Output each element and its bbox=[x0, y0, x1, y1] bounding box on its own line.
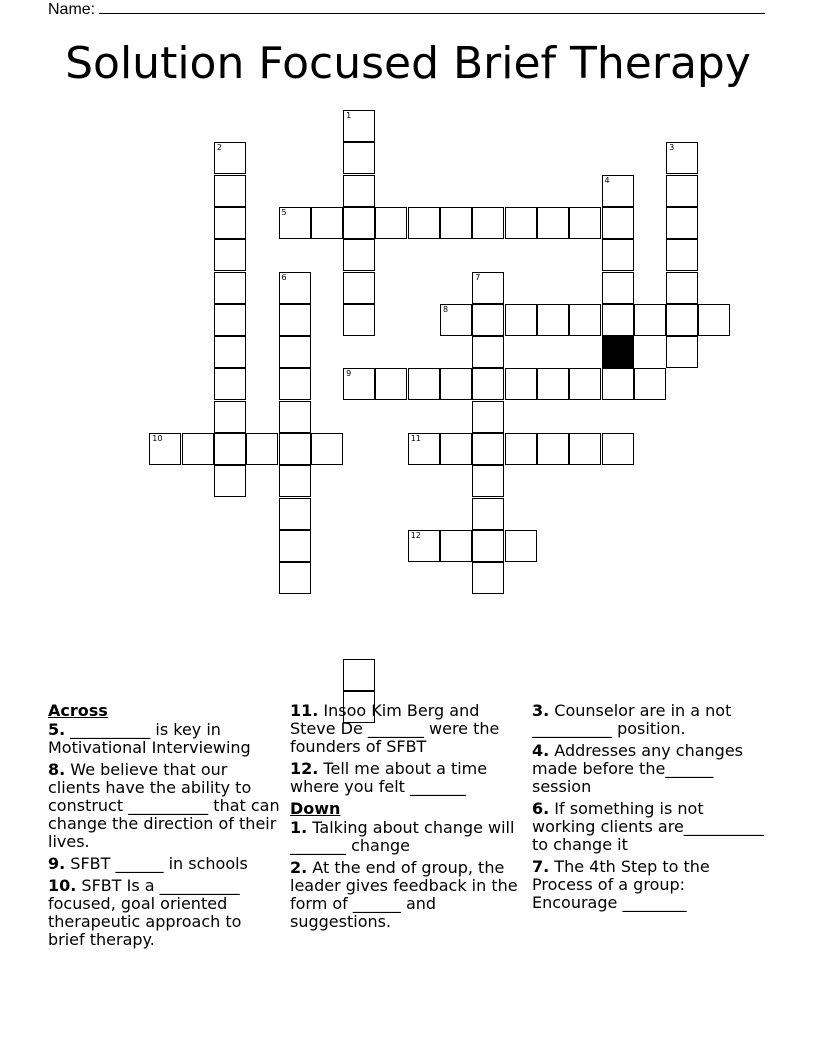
grid-cell[interactable] bbox=[505, 304, 537, 336]
clue-text: Counselor are in a not __________ position. bbox=[532, 701, 732, 738]
clue-number: 5 bbox=[281, 207, 287, 217]
grid-cell[interactable] bbox=[408, 433, 440, 465]
clue-num: 11. bbox=[290, 701, 319, 720]
clues-column-3 bbox=[532, 702, 768, 916]
grid-cell[interactable] bbox=[408, 530, 440, 562]
page-title: Solution Focused Brief Therapy bbox=[65, 38, 751, 89]
clue-number: 7 bbox=[475, 272, 481, 282]
grid-cell[interactable] bbox=[472, 498, 504, 530]
grid-cell[interactable] bbox=[537, 433, 569, 465]
clue-text: At the end of group, the leader gives feedback in the form of ______ and suggestions. bbox=[290, 858, 518, 931]
grid-cell[interactable] bbox=[182, 433, 214, 465]
clue-number: 11 bbox=[410, 434, 421, 443]
grid-cell[interactable] bbox=[472, 304, 504, 336]
grid-cell[interactable] bbox=[472, 272, 504, 304]
grid-cell[interactable] bbox=[602, 207, 634, 239]
grid-cell[interactable] bbox=[602, 272, 634, 304]
clue-text: The 4th Step to the Process of a group: Encourage ________ bbox=[532, 857, 710, 912]
grid-cell[interactable] bbox=[408, 368, 440, 400]
clue-number: 3 bbox=[669, 143, 675, 153]
clue-num: 9. bbox=[48, 854, 66, 873]
clue-num: 2. bbox=[290, 858, 308, 877]
clue-num: 3. bbox=[532, 701, 550, 720]
grid-cell[interactable] bbox=[537, 304, 569, 336]
clue-num: 12. bbox=[290, 759, 319, 778]
grid-cell[interactable] bbox=[214, 272, 246, 304]
clue-text: Addresses any changes made before the______ session bbox=[532, 741, 744, 796]
grid-cell[interactable] bbox=[279, 530, 311, 562]
clue-number: 4 bbox=[604, 175, 610, 185]
grid-cell[interactable] bbox=[602, 175, 634, 207]
clue-number: 10 bbox=[152, 434, 163, 443]
grid-cell[interactable] bbox=[214, 433, 246, 465]
grid-cell[interactable] bbox=[666, 239, 698, 271]
clue-num: 6. bbox=[532, 799, 550, 818]
grid-cell[interactable] bbox=[214, 368, 246, 400]
grid-cell[interactable] bbox=[375, 368, 407, 400]
grid-cell[interactable] bbox=[537, 368, 569, 400]
grid-cell[interactable] bbox=[279, 465, 311, 497]
grid-cell[interactable] bbox=[666, 304, 698, 336]
clue-item bbox=[290, 819, 522, 855]
clue-item bbox=[48, 855, 280, 873]
grid-cell[interactable] bbox=[214, 239, 246, 271]
clue-text: SFBT Is a __________ focused, goal oriented therapeutic approach to brief therapy. bbox=[48, 876, 242, 949]
clue-item bbox=[48, 877, 280, 949]
grid-cell[interactable] bbox=[440, 530, 472, 562]
grid-cell[interactable] bbox=[279, 304, 311, 336]
grid-cell[interactable] bbox=[505, 433, 537, 465]
clue-item bbox=[532, 742, 768, 796]
grid-cell[interactable] bbox=[472, 562, 504, 594]
grid-cell[interactable] bbox=[279, 498, 311, 530]
clues-column-2 bbox=[290, 702, 522, 935]
clue-num: 10. bbox=[48, 876, 77, 895]
down-heading: Down bbox=[290, 799, 341, 818]
grid-cell[interactable] bbox=[602, 304, 634, 336]
grid-cell[interactable] bbox=[311, 433, 343, 465]
grid-cell[interactable] bbox=[698, 304, 730, 336]
grid-cell[interactable] bbox=[246, 433, 278, 465]
grid-cell[interactable] bbox=[472, 207, 504, 239]
grid-cell[interactable] bbox=[666, 175, 698, 207]
grid-cell[interactable] bbox=[279, 562, 311, 594]
clue-num: 5. bbox=[48, 720, 66, 739]
grid-cell[interactable] bbox=[279, 368, 311, 400]
clue-item bbox=[290, 859, 522, 931]
clue-number: 1 bbox=[346, 111, 352, 120]
grid-cell[interactable] bbox=[472, 465, 504, 497]
grid-cell[interactable] bbox=[440, 433, 472, 465]
clues-column-1 bbox=[48, 702, 280, 953]
grid-cell[interactable] bbox=[279, 401, 311, 433]
clue-item bbox=[290, 760, 522, 796]
grid-cell[interactable] bbox=[569, 207, 601, 239]
grid-cell[interactable] bbox=[214, 465, 246, 497]
clue-item bbox=[48, 721, 280, 757]
grid-cell[interactable] bbox=[375, 207, 407, 239]
clue-text: Talking about change will _______ change bbox=[290, 818, 515, 855]
grid-cell[interactable] bbox=[214, 304, 246, 336]
grid-cell[interactable] bbox=[505, 530, 537, 562]
grid-cell[interactable] bbox=[472, 530, 504, 562]
grid-cell[interactable] bbox=[505, 368, 537, 400]
grid-cell[interactable] bbox=[666, 142, 698, 174]
clue-number: 12 bbox=[410, 530, 421, 540]
grid-cell[interactable] bbox=[149, 433, 181, 465]
clue-text: We believe that our clients have the ability to construct __________ that can change the direction of their lives. bbox=[48, 760, 280, 851]
grid-cell[interactable] bbox=[569, 304, 601, 336]
clue-text: SFBT ______ in schools bbox=[65, 854, 248, 873]
grid-cell[interactable] bbox=[343, 239, 375, 271]
grid-cell[interactable] bbox=[602, 368, 634, 400]
clue-number: 8 bbox=[443, 304, 449, 314]
grid-cell[interactable] bbox=[214, 336, 246, 368]
grid-cell[interactable] bbox=[440, 368, 472, 400]
grid-cell[interactable] bbox=[440, 207, 472, 239]
grid-cell[interactable] bbox=[343, 272, 375, 304]
grid-cell[interactable] bbox=[472, 401, 504, 433]
grid-cell[interactable] bbox=[634, 368, 666, 400]
grid-cell[interactable] bbox=[569, 433, 601, 465]
across-heading: Across bbox=[48, 701, 108, 720]
clue-number: 9 bbox=[346, 369, 352, 379]
name-label: Name: bbox=[48, 1, 96, 18]
grid-cell[interactable] bbox=[279, 336, 311, 368]
grid-cell[interactable] bbox=[279, 272, 311, 304]
clue-number: 2 bbox=[216, 143, 222, 153]
clue-text: Tell me about a time where you felt _______ bbox=[290, 759, 488, 796]
clue-num: 1. bbox=[290, 818, 308, 837]
grid-cell[interactable] bbox=[537, 207, 569, 239]
clue-number: 6 bbox=[281, 272, 287, 282]
grid-cell[interactable] bbox=[472, 336, 504, 368]
grid-cell[interactable] bbox=[343, 368, 375, 400]
grid-cell[interactable] bbox=[343, 207, 375, 239]
grid-cell[interactable] bbox=[634, 304, 666, 336]
clue-text: If something is not working clients are__________ to change it bbox=[532, 799, 764, 854]
grid-cell[interactable] bbox=[279, 433, 311, 465]
grid-cell[interactable] bbox=[343, 304, 375, 336]
grid-cell[interactable] bbox=[666, 272, 698, 304]
clue-num: 7. bbox=[532, 857, 550, 876]
grid-cell[interactable] bbox=[408, 207, 440, 239]
grid-cell[interactable] bbox=[343, 110, 375, 142]
grid-cell[interactable] bbox=[472, 433, 504, 465]
clue-text: Insoo Kim Berg and Steve De _______ were the founders of SFBT bbox=[290, 701, 500, 756]
grid-cell[interactable] bbox=[343, 175, 375, 207]
grid-cell[interactable] bbox=[666, 207, 698, 239]
black-cell bbox=[602, 336, 634, 368]
clue-text: __________ is key in Motivational Interviewing bbox=[48, 720, 251, 757]
clue-num: 8. bbox=[48, 760, 66, 779]
grid-cell[interactable] bbox=[666, 336, 698, 368]
clue-item bbox=[532, 800, 768, 854]
grid-cell[interactable] bbox=[214, 175, 246, 207]
clue-item bbox=[532, 858, 768, 912]
clue-item bbox=[48, 761, 280, 851]
grid-cell[interactable] bbox=[602, 239, 634, 271]
grid-cell[interactable] bbox=[440, 304, 472, 336]
grid-cell[interactable] bbox=[214, 401, 246, 433]
grid-cell[interactable] bbox=[311, 207, 343, 239]
grid-cell[interactable] bbox=[472, 368, 504, 400]
clue-item bbox=[532, 702, 768, 738]
grid-cell[interactable] bbox=[214, 207, 246, 239]
grid-cell[interactable] bbox=[279, 207, 311, 239]
grid-cell[interactable] bbox=[569, 368, 601, 400]
clue-item bbox=[290, 702, 522, 756]
grid-cell[interactable] bbox=[343, 659, 375, 691]
grid-cell[interactable] bbox=[602, 433, 634, 465]
grid-cell[interactable] bbox=[343, 142, 375, 174]
grid-cell[interactable] bbox=[505, 207, 537, 239]
grid-cell[interactable] bbox=[214, 142, 246, 174]
clue-num: 4. bbox=[532, 741, 550, 760]
